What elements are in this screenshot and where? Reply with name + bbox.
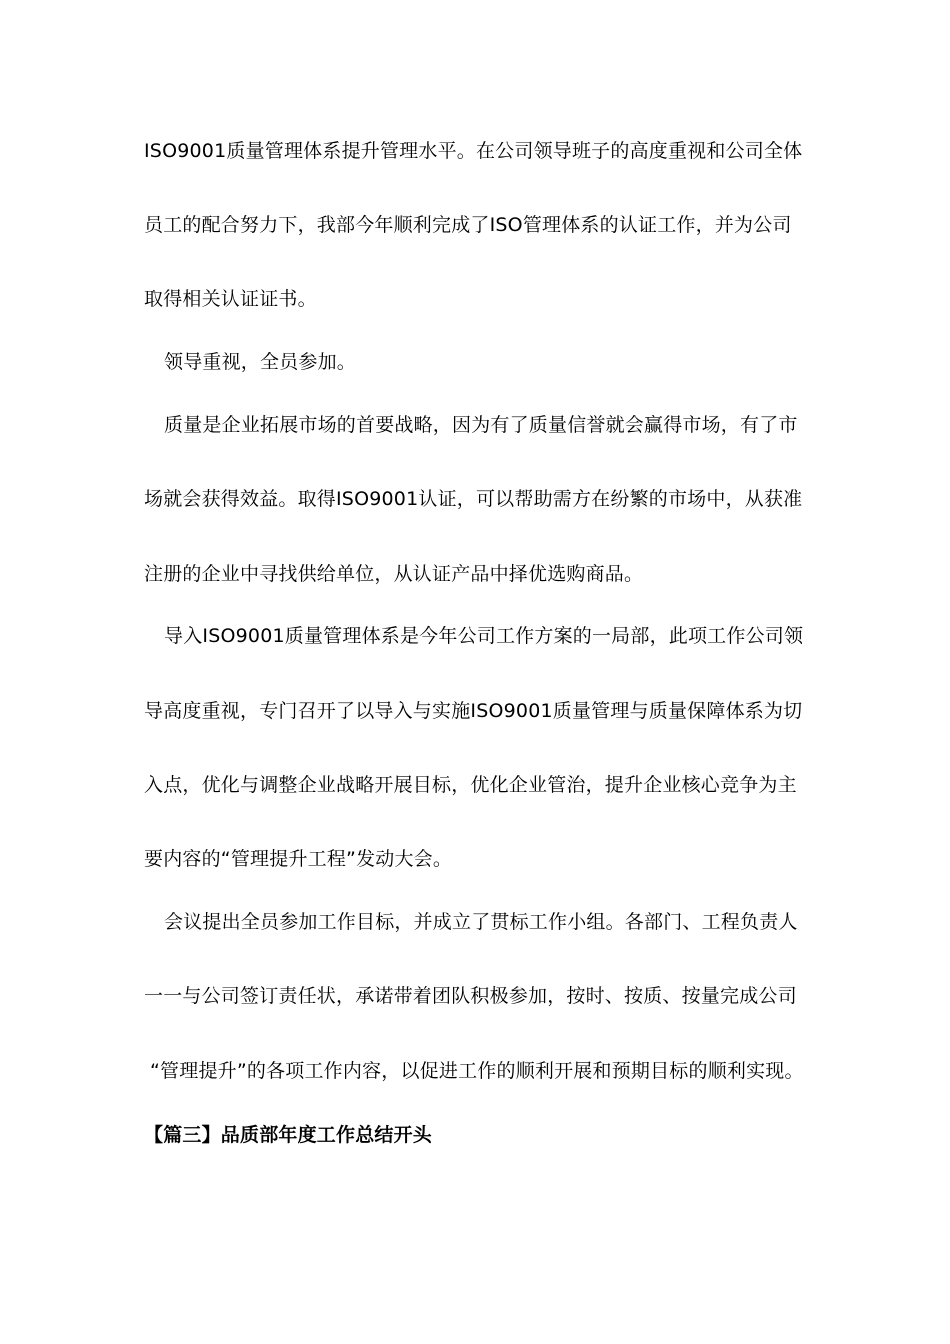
text-line: 员工的配合努力下，我部今年顺利完成了ISO管理体系的认证工作，并为公司 — [144, 214, 792, 236]
text-line: 会议提出全员参加工作目标，并成立了贯标工作小组。各部门、工程负责人 — [164, 911, 798, 933]
section-heading: 【篇三】品质部年度工作总结开头 — [144, 1124, 433, 1146]
text-line: 领导重视，全员参加。 — [164, 351, 357, 373]
text-line: 注册的企业中寻找供给单位，从认证产品中择优选购商品。 — [144, 563, 644, 585]
text-line: 导高度重视，专门召开了以导入与实施ISO9001质量管理与质量保障体系为切 — [144, 700, 803, 722]
text-line: 质量是企业拓展市场的首要战略，因为有了质量信誉就会赢得市场，有了市 — [164, 414, 798, 436]
text-line: 导入ISO9001质量管理体系是今年公司工作方案的一局部，此项工作公司领 — [164, 625, 804, 647]
text-line: ISO9001质量管理体系提升管理水平。在公司领导班子的高度重视和公司全体 — [144, 140, 803, 162]
text-line: 取得相关认证证书。 — [144, 288, 317, 310]
text-line: 场就会获得效益。取得ISO9001认证，可以帮助需方在纷繁的市场中，从获准 — [144, 488, 803, 510]
text-line: 要内容的“管理提升工程”发动大会。 — [144, 848, 453, 870]
text-line: “管理提升”的各项工作内容，以促进工作的顺利开展和预期目标的顺利实现。 — [150, 1060, 804, 1082]
text-line: 入点，优化与调整企业战略开展目标，优化企业管治，提升企业核心竞争为主 — [144, 774, 797, 796]
text-line: 一一与公司签订责任状，承诺带着团队积极参加，按时、按质、按量完成公司 — [144, 985, 797, 1007]
